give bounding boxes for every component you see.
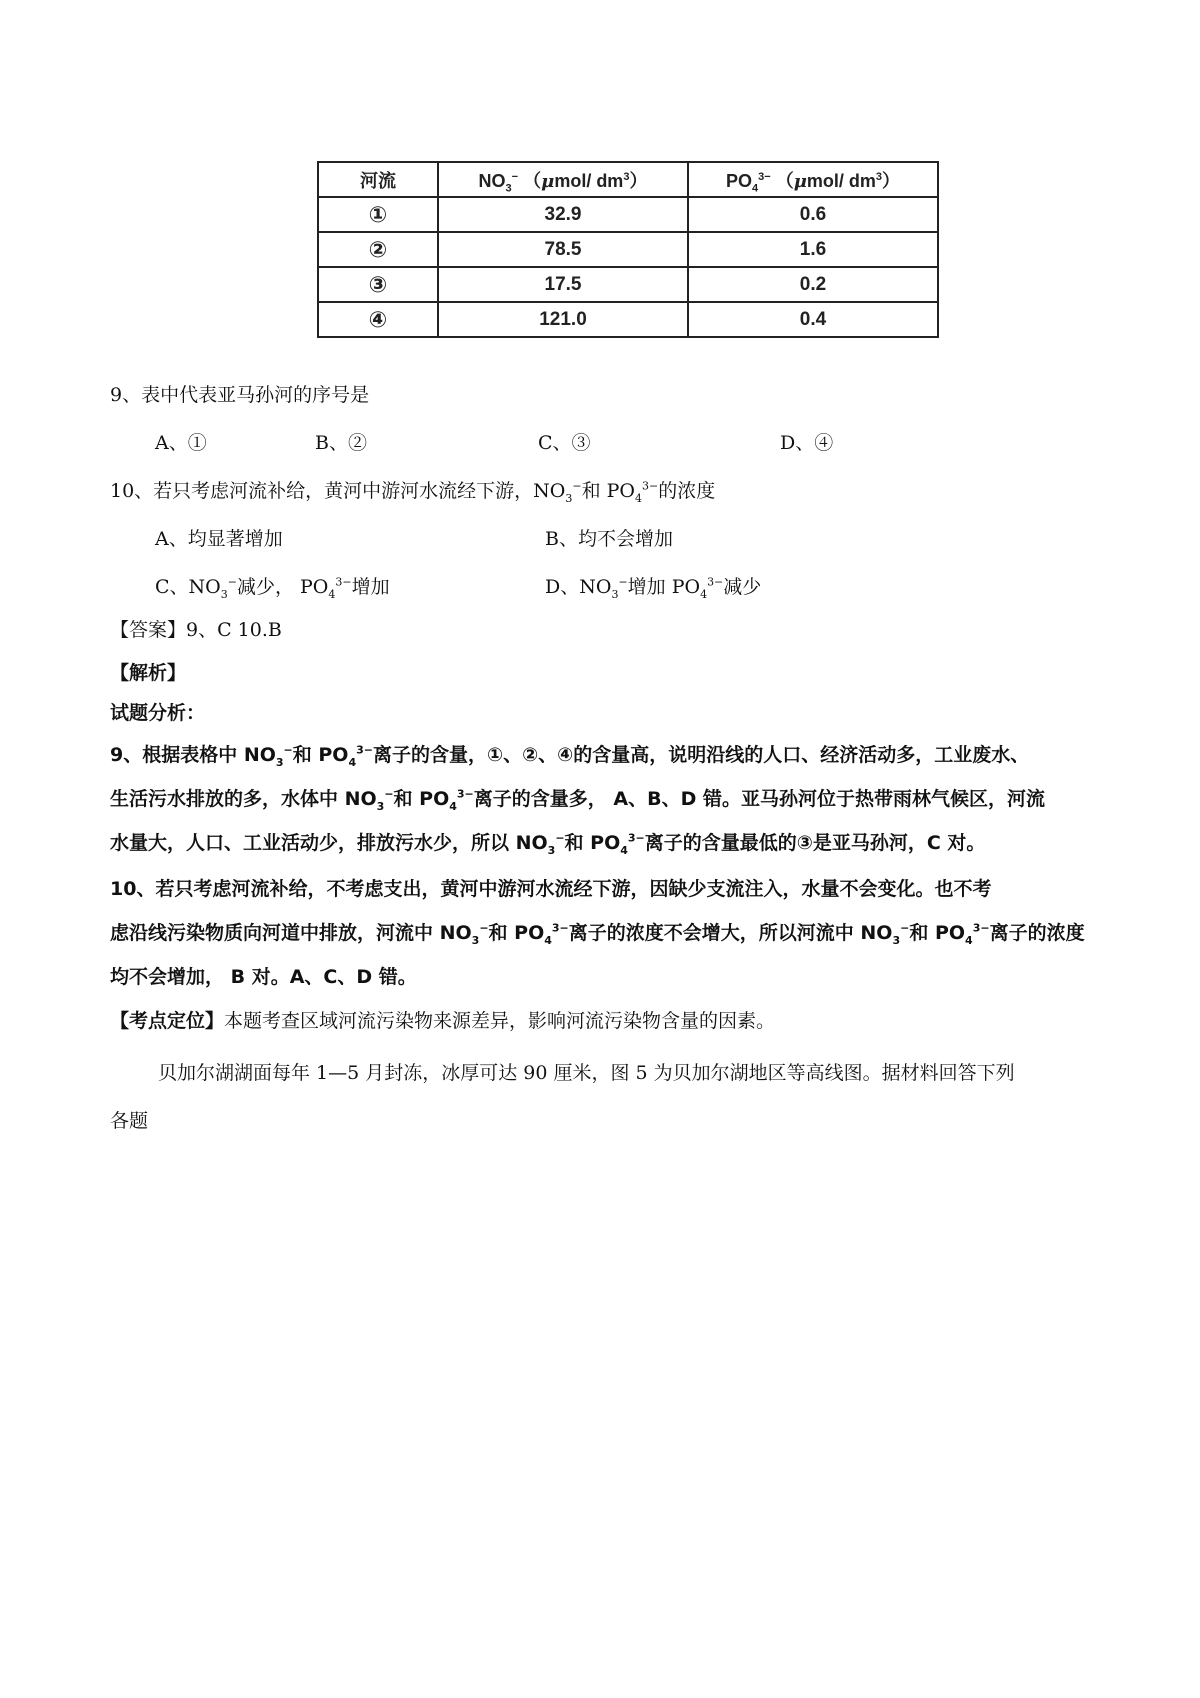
table-row (318, 302, 938, 337)
cell-no3: 17.5 (438, 267, 688, 302)
table-row (318, 232, 938, 267)
q9-option-d: D、④ (780, 432, 834, 454)
header-no3 (438, 162, 688, 197)
table-row (318, 197, 938, 232)
answer-label: 【答案】 (110, 619, 187, 641)
cell-po4: 0.4 (688, 302, 938, 337)
table-header-row (318, 162, 938, 197)
cell-river: ③ (318, 267, 438, 302)
q9-option-c: C、③ (538, 432, 591, 454)
analysis-label: 【解析】 (110, 662, 187, 684)
analysis-10-line-1: 10、若只考虑河流补给，不考虑支出，黄河中游河水流经下游，因缺少支流注入，水量不会变化。也不考 (110, 878, 992, 900)
kaodian-label: 【考点定位】 (110, 1010, 225, 1032)
header-po4-formula: $PO_4^{3-}$ (725, 170, 771, 195)
header-po4 (688, 162, 938, 197)
q9-option-b: B、② (315, 432, 367, 454)
header-po4-unit: （μmol/ $dm^3$） (775, 170, 901, 192)
analysis-9-line-2: 生活污水排放的多，水体中 $NO_3^-$和 $PO_4^{3-}$离子的含量多， A、B、D 错。亚马孙河位于热带雨林气候区，河流 (110, 787, 1045, 813)
header-river: 河流 (318, 162, 438, 197)
answer-line (110, 617, 282, 643)
analysis-9-line-1: 9、根据表格中 $NO_3^-$和 $PO_4^{3-}$离子的含量，①、②、④的含量高，说明沿线的人口、经济活动多，工业废水、 (110, 743, 1030, 769)
table-row (318, 267, 938, 302)
cell-no3: 121.0 (438, 302, 688, 337)
kaodian-line (110, 1008, 775, 1034)
analysis-10-line-2: 虑沿线污染物质向河道中排放，河流中 $NO_3^-$和 $PO_4^{3-}$离子的浓度不会增大，所以河流中 $NO_3^-$和 $PO_4^{3-}$离子的浓度 (110, 921, 1085, 947)
cell-po4: 1.6 (688, 232, 938, 267)
answer-text: 9、C 10.B (186, 619, 282, 641)
cell-po4: 0.2 (688, 267, 938, 302)
analysis-sub-label: 试题分析： (110, 702, 206, 724)
question-10-stem: 10、若只考虑河流补给，黄河中游河水流经下游，$NO_3^-$和 $PO_4^{3-}$的浓度 (110, 479, 716, 505)
cell-river: ① (318, 197, 438, 232)
q10-option-c: C、$NO_3^-$减少， $PO_4^{3-}$增加 (155, 575, 390, 601)
cell-no3: 78.5 (438, 232, 688, 267)
baikal-passage-line-2: 各题 (110, 1110, 149, 1132)
cell-po4: 0.6 (688, 197, 938, 232)
q9-option-a: A、① (155, 432, 207, 454)
cell-river: ④ (318, 302, 438, 337)
analysis-10-line-3: 均不会增加， B 对。A、C、D 错。 (110, 966, 417, 988)
cell-no3: 32.9 (438, 197, 688, 232)
header-no3-formula: $NO_3^-$ (478, 170, 519, 195)
q10-option-b: B、均不会增加 (545, 528, 673, 550)
kaodian-text: 本题考查区域河流污染物来源差异，影响河流污染物含量的因素。 (224, 1010, 776, 1032)
question-9-stem: 9、表中代表亚马孙河的序号是 (110, 384, 370, 406)
analysis-9-line-3: 水量大，人口、工业活动少，排放污水少，所以 $NO_3^-$和 $PO_4^{3-}$离子的含量最低的③是亚马孙河，C 对。 (110, 831, 986, 857)
q10-option-d: D、$NO_3^-$增加 $PO_4^{3-}$减少 (545, 575, 762, 601)
baikal-passage-line-1: 贝加尔湖湖面每年 1—5 月封冻，冰厚可达 90 厘米，图 5 为贝加尔湖地区等高线图。据材料回答下列 (158, 1062, 1015, 1084)
header-no3-unit: （μmol/ $dm^3$） (523, 170, 648, 192)
q10-option-a: A、均显著增加 (155, 528, 283, 550)
cell-river: ② (318, 232, 438, 267)
river-ion-table (317, 161, 939, 338)
